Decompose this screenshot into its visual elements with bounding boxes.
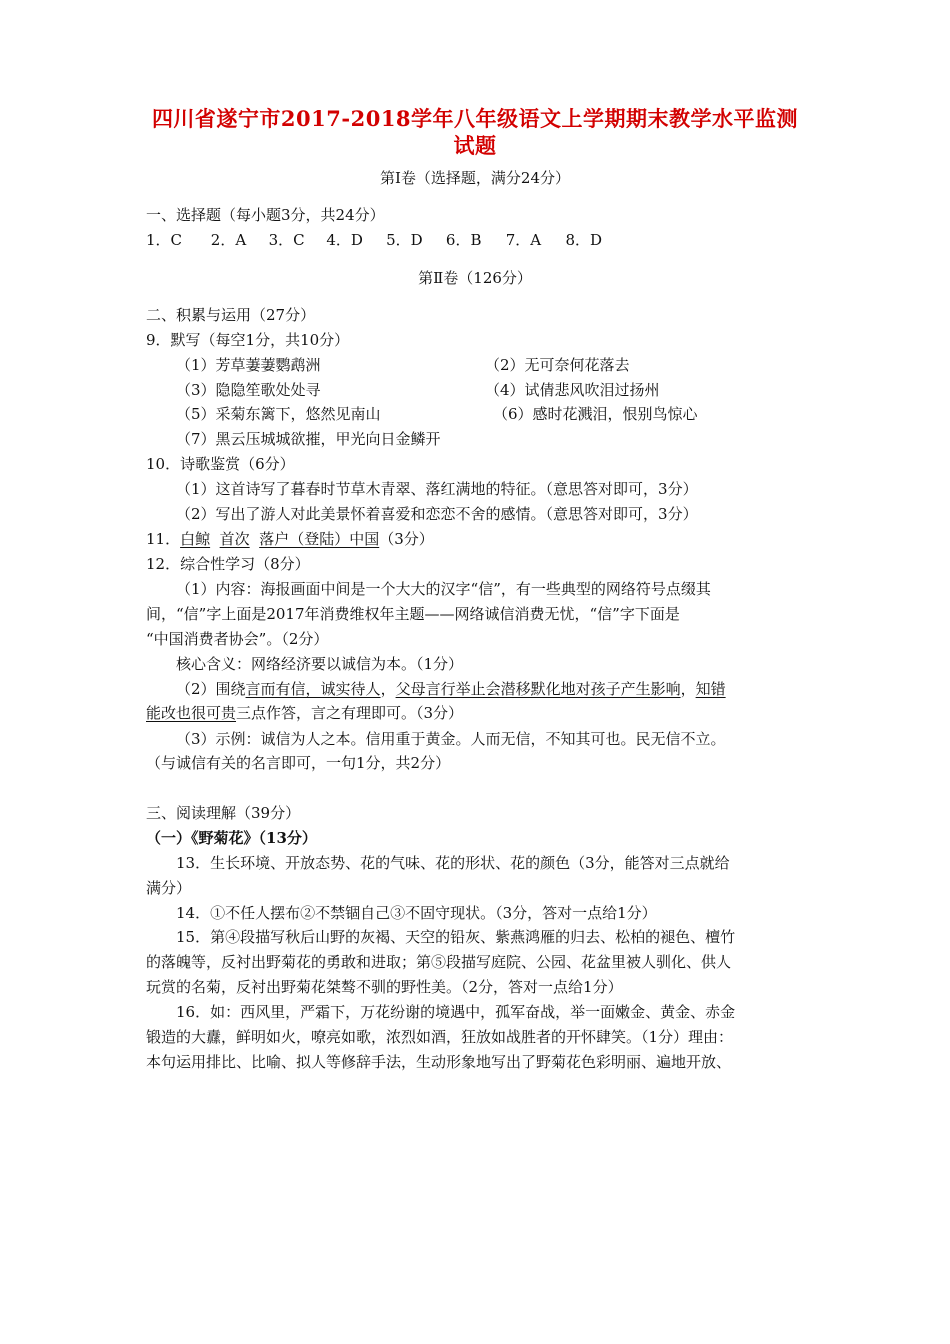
answer-item: 3．C bbox=[268, 231, 305, 249]
q9-item: （6）感时花溅泪，恨别鸟惊心 bbox=[493, 405, 698, 423]
answer-item: 2．A bbox=[210, 231, 247, 249]
section2-heading: 二、积累与运用（27分） bbox=[146, 306, 316, 324]
document-title: 四川省遂宁市2017-2018学年八年级语文上学期期末教学水平监测 bbox=[151, 106, 799, 131]
q12-heading: 12．综合性学习（8分） bbox=[146, 555, 310, 573]
text-run: 三点作答，言之有理即可。（3分） bbox=[236, 704, 464, 722]
q15-answer: 玩赏的名菊，反衬出野菊花桀骜不驯的野性美。（2分，答对一点给1分） bbox=[146, 978, 623, 996]
part1-heading: 第Ⅰ卷（选择题，满分24分） bbox=[379, 169, 570, 187]
q16-answer: 16．如：西风里，严霜下，万花纷谢的境遇中，孤军奋战，举一面嫩金、黄金、赤金 bbox=[176, 1003, 736, 1021]
part2-heading: 第Ⅱ卷（126分） bbox=[418, 269, 532, 287]
answer-item: 4．D bbox=[326, 231, 363, 249]
q9-heading: 9．默写（每空1分，共10分） bbox=[146, 331, 350, 349]
q10-heading: 10．诗歌鉴赏（6分） bbox=[146, 455, 295, 473]
q9-item: （7）黑云压城城欲摧，甲光向日金鳞开 bbox=[176, 430, 441, 448]
text-run: （2）围绕 bbox=[176, 680, 246, 698]
answer-item: 5．D bbox=[386, 231, 423, 249]
q9-item: （5）采菊东篱下，悠然见南山 bbox=[176, 405, 381, 423]
q16-answer: 本句运用排比、比喻、拟人等修辞手法，生动形象地写出了野菊花色彩明丽、遍地开放、 bbox=[146, 1053, 732, 1071]
answer-item: 8．D bbox=[565, 231, 603, 249]
section3-heading: 三、阅读理解（39分） bbox=[146, 804, 301, 822]
q9-item: （1）芳草萋萋鹦鹉洲 bbox=[176, 356, 321, 374]
q9-item: （3）隐隐笙歌处处寻 bbox=[176, 381, 321, 399]
q12-paragraph1: “中国消费者协会”。（2分） bbox=[146, 630, 329, 648]
text-run: ， bbox=[680, 680, 696, 698]
q14-answer: 14．①不任人摆布②不禁锢自己③不固守现状。（3分，答对一点给1分） bbox=[176, 904, 657, 922]
q12-core-meaning: 核心含义：网络经济要以诚信为本。（1分） bbox=[176, 655, 464, 673]
q12-paragraph1: （1）内容：海报画面中间是一个大大的汉字“信”，有一些典型的网络符号点缀其 bbox=[176, 580, 711, 598]
q10-item: （1）这首诗写了暮春时节草木青翠、落红满地的特征。（意思答对即可，3分） bbox=[176, 480, 698, 498]
q11-prefix: 11． bbox=[146, 530, 181, 548]
q11-answer bbox=[146, 529, 434, 549]
q12-paragraph2 bbox=[176, 679, 726, 699]
answer-item: 1．C bbox=[146, 231, 183, 249]
underlined-point: 言而有信，诚实待人 bbox=[245, 680, 381, 698]
q11-score: （3分） bbox=[379, 530, 434, 548]
q15-answer: 的落魄等，反衬出野菊花的勇敢和进取；第⑤段描写庭院、公园、花盆里被人驯化、供人 bbox=[146, 953, 732, 971]
answer-item: 7．A bbox=[505, 231, 542, 249]
q13-answer: 13．生长环境、开放态势、花的气味、花的形状、花的颜色（3分，能答对三点就给 bbox=[176, 854, 730, 872]
section1-heading: 一、选择题（每小题3分，共24分） bbox=[146, 206, 385, 224]
underlined-point: 父母言行举止会潜移默化地对孩子产生影响 bbox=[395, 680, 681, 698]
underlined-point: 能改也很可贵 bbox=[146, 704, 237, 722]
q11-word: 落户（登陆）中国 bbox=[259, 530, 380, 548]
q12-paragraph3: （与诚信有关的名言即可，一句1分，共2分） bbox=[146, 754, 451, 772]
multiple-choice-answers bbox=[146, 230, 602, 250]
underlined-point: 知错 bbox=[695, 680, 726, 698]
q15-answer: 15．第④段描写秋后山野的灰褐、天空的铅灰、紫燕鸿雁的归去、松柏的褪色、檀竹 bbox=[176, 928, 736, 946]
q12-paragraph3: （3）示例：诚信为人之本。信用重于黄金。人而无信，不知其可也。民无信不立。 bbox=[176, 730, 726, 748]
q9-item: （2）无可奈何花落去 bbox=[485, 356, 630, 374]
q11-word: 白鲸 bbox=[180, 530, 211, 548]
text-run: ， bbox=[380, 680, 396, 698]
subsection1-heading: （一）《野菊花》（13分） bbox=[146, 829, 317, 847]
q10-item: （2）写出了游人对此美景怀着喜爱和恋恋不舍的感情。（意思答对即可，3分） bbox=[176, 505, 698, 523]
q12-paragraph2 bbox=[146, 703, 463, 723]
answer-item: 6．B bbox=[445, 231, 482, 249]
q13-answer: 满分） bbox=[146, 879, 192, 897]
q16-answer: 锻造的大纛，鲜明如火，嘹亮如歌，浓烈如酒，狂放如战胜者的开怀肆笑。（1分）理由： bbox=[146, 1028, 734, 1046]
document-title-continued: 试题 bbox=[453, 133, 497, 158]
q12-paragraph1: 间，“信”字上面是2017年消费维权年主题——网络诚信消费无忧，“信”字下面是 bbox=[146, 605, 680, 623]
q11-word: 首次 bbox=[219, 530, 250, 548]
q9-item: （4）试倩悲风吹泪过扬州 bbox=[485, 381, 660, 399]
